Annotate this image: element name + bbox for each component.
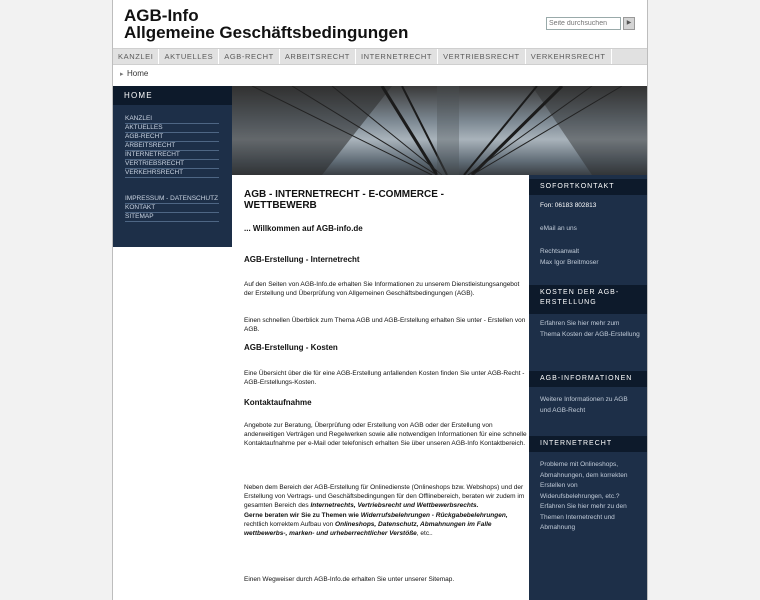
breadcrumb-home-link[interactable]: Home xyxy=(127,69,149,78)
beratung-text-themen: Onlineshops, Datenschutz, Abmahnungen im Falle wettbewerbs-, marken- und urheberrechtlicher Verstöße xyxy=(244,520,492,538)
topnav-item-arbeitsrecht[interactable]: ARBEITSRECHT xyxy=(280,49,356,64)
beratung-text-d: , etc.. xyxy=(416,530,433,538)
internetrecht-link[interactable]: Probleme mit Onlineshops, Abmahnungen, dem korrekten Erstellen von Widerufsbelehrungen, etc.? Erfahren Sie hier mehr zu den Themen Internetrecht und Abmahnung xyxy=(540,461,628,531)
section-heading-kontakt: Kontaktaufnahme xyxy=(244,398,312,407)
agb-informationen-link[interactable]: Weitere Informationen zu AGB und AGB-Recht xyxy=(540,396,628,414)
leftnav-item-kontakt[interactable]: KONTAKT xyxy=(125,204,219,213)
topnav-item-internetrecht[interactable]: INTERNETRECHT xyxy=(356,49,438,64)
beratung-text-rechtsgebiete: Internetrechts, Vertriebsrecht und Wettbewerbsrechts. xyxy=(310,502,479,510)
search-input[interactable] xyxy=(546,17,621,30)
top-navigation xyxy=(113,48,648,65)
page xyxy=(112,0,648,600)
leftnav-item-agb-recht[interactable]: AGB-RECHT xyxy=(125,133,219,142)
left-navigation xyxy=(113,86,232,247)
main-content xyxy=(232,175,529,600)
agb-informationen-title: AGB-INFORMATIONEN xyxy=(529,371,648,387)
section-heading-kosten: AGB-Erstellung - Kosten xyxy=(244,343,338,352)
topnav-item-agb-recht[interactable]: AGB-RECHT xyxy=(219,49,280,64)
leftnav-item-arbeitsrecht[interactable]: ARBEITSRECHT xyxy=(125,142,219,151)
email-link[interactable]: eMail an uns xyxy=(540,225,577,232)
section-text-sitemap: Einen Wegweiser durch AGB-Info.de erhalten Sie unter unserer Sitemap. xyxy=(244,576,455,583)
bridge-illustration xyxy=(232,86,648,175)
leftnav-item-impressum[interactable]: IMPRESSUM - DATENSCHUTZ xyxy=(125,195,219,202)
topnav-item-vertriebsrecht[interactable]: VERTRIEBSRECHT xyxy=(438,49,526,64)
leftnav-item-vertriebsrecht[interactable]: VERTRIEBSRECHT xyxy=(125,160,219,169)
phone-number: Fon: 06183 802813 xyxy=(540,202,597,209)
leftnav-item-sitemap[interactable]: SITEMAP xyxy=(125,213,219,222)
section-text-kontakt: Angebote zur Beratung, Überprüfung oder Erstellung von AGB oder der Erstellung von anderweitigen Verträgen und Regelwerken sowie alle notwendigen Informationen für eine schnelle Kontaktaufnahme per e-Mail oder telefonisch erhalten Sie über unseren AGB-Info Kontaktbereich. xyxy=(244,422,527,448)
kosten-link[interactable]: Erfahren Sie hier mehr zum Thema Kosten der AGB-Erstellung xyxy=(540,320,640,338)
beratung-text-a: Neben dem Bereich der AGB-Erstellung für Onlinedienste (Onlineshops bzw. Webshops) und der Erstellung von Vertrags- und Geschäftsbedingungen für den Offlinebereich, beraten wir zudem im gesamten Bereich des xyxy=(244,484,525,510)
leftnav-item-aktuelles[interactable]: AKTUELLES xyxy=(125,124,219,133)
leftnav-item-kanzlei[interactable]: KANZLEI xyxy=(125,115,219,124)
hero-bridge-image xyxy=(232,86,648,175)
leftnav-title[interactable]: HOME xyxy=(113,86,232,105)
search-button[interactable] xyxy=(623,17,635,30)
sofortkontakt-title: SOFORTKONTAKT xyxy=(529,179,648,195)
header xyxy=(113,0,648,48)
breadcrumb xyxy=(113,66,648,86)
section-heading-internetrecht: AGB-Erstellung - Internetrecht xyxy=(244,255,360,264)
leftnav-item-verkehrsrecht[interactable]: VERKEHRSRECHT xyxy=(125,169,219,178)
section-text-kosten: Eine Übersicht über die für eine AGB-Erstellung anfallenden Kosten finden Sie unter AGB-Recht - AGB-Erstellungs-Kosten. xyxy=(244,370,525,387)
section-text-internetrecht: Auf den Seiten von AGB-Info.de erhalten Sie Informationen zu unserem Dienstleistungsangebot der Erstellung und Überprüfung von Allgemeinen Geschäftsbedingungen (AGB). xyxy=(244,281,520,298)
lawyer-name: Max Igor Breitmoser xyxy=(540,259,599,266)
leftnav-item-internetrecht[interactable]: INTERNETRECHT xyxy=(125,151,219,160)
beratung-text-widerruf: Widerrufsbelehrungen - Rückgabebelehrungen, xyxy=(360,511,508,519)
breadcrumb-arrow-icon: ▸ xyxy=(120,71,124,78)
topnav-item-aktuelles[interactable]: AKTUELLES xyxy=(159,49,219,64)
page-heading: AGB - INTERNETRECHT - E-COMMERCE - WETTBEWERB xyxy=(244,189,444,211)
beratung-text-c: rechtlich korrektem Aufbau von xyxy=(244,520,336,528)
section-text-overview: Einen schnellen Überblick zum Thema AGB und AGB-Erstellung erhalten Sie unter - Erstellen von AGB. xyxy=(244,317,526,334)
site-subtitle: Allgemeine Geschäftsbedingungen xyxy=(124,23,409,42)
right-sidebar xyxy=(529,175,648,600)
beratung-text-b: Gerne beraten wir Sie zu Themen wie xyxy=(244,511,361,519)
search-arrow-icon: ▶ xyxy=(626,20,632,26)
site-title[interactable]: AGB-Info xyxy=(124,6,199,25)
topnav-item-verkehrsrecht[interactable]: VERKEHRSRECHT xyxy=(526,49,612,64)
lawyer-role: Rechtsanwalt xyxy=(540,248,580,255)
internetrecht-title: INTERNETRECHT xyxy=(529,436,648,452)
section-text-beratung xyxy=(244,483,529,538)
kosten-title: KOSTEN DER AGB-ERSTELLUNG xyxy=(529,285,648,314)
welcome-heading: ... Willkommen auf AGB-info.de xyxy=(244,224,363,233)
topnav-item-kanzlei[interactable]: KANZLEI xyxy=(113,49,159,64)
